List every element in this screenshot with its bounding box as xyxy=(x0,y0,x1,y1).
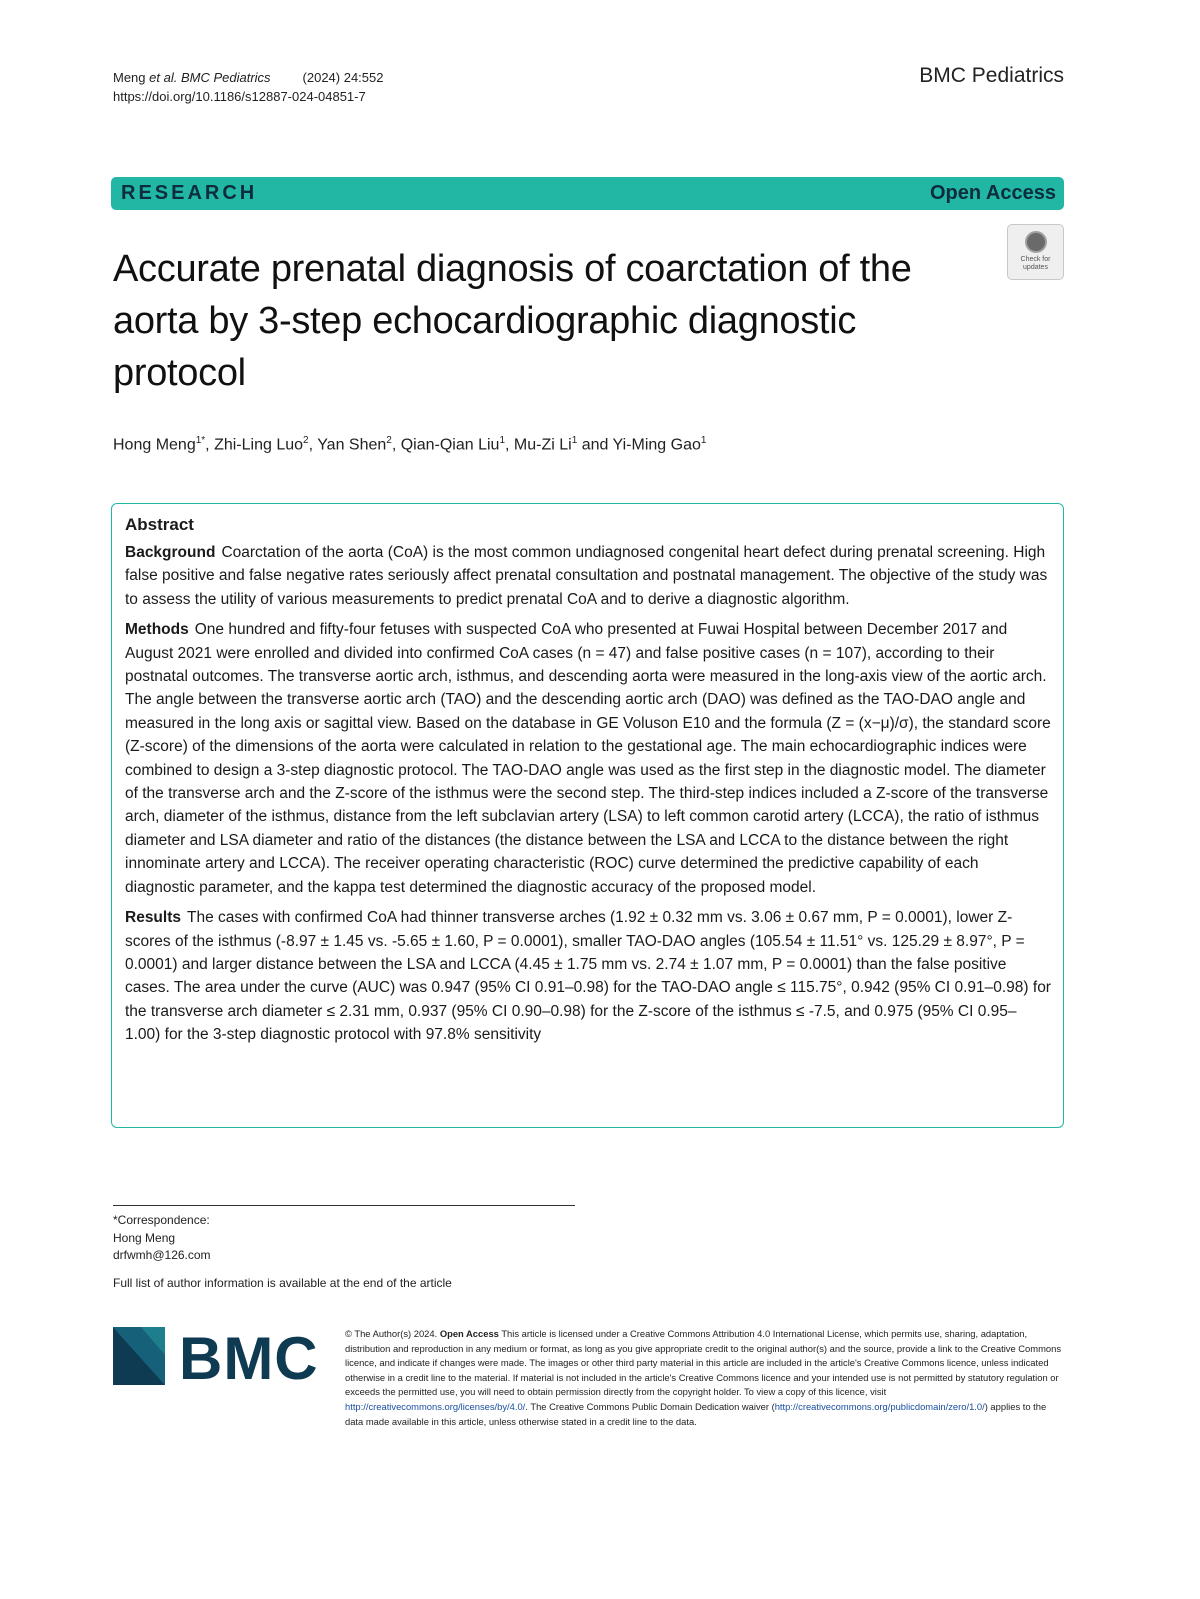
full-author-info: Full list of author information is available at the end of the article xyxy=(113,1276,452,1290)
bmc-logo-mark xyxy=(113,1327,165,1385)
correspondence-email[interactable]: drfwmh@126.com xyxy=(113,1248,211,1262)
abstract-heading: Abstract xyxy=(125,515,194,534)
citation-authors: Meng xyxy=(113,70,150,85)
author-affiliation-mark: 1 xyxy=(571,435,578,446)
author-separator: and xyxy=(577,436,613,454)
correspondence-block xyxy=(113,1212,211,1265)
background-text: Coarctation of the aorta (CoA) is the most common undiagnosed congenital heart defect during prenatal screening. High false positive and false negative rates seriously affect prenatal consultation and postnatal management. The objective of the study was to assess the utility of various measurements to predict prenatal CoA and to derive a diagnostic algorithm. xyxy=(125,544,1048,608)
results-label: Results xyxy=(125,909,181,927)
section-banner xyxy=(111,177,1064,210)
author-name[interactable]: Hong Meng xyxy=(113,436,196,454)
doi-link[interactable]: https://doi.org/10.1186/s12887-024-04851-7 xyxy=(113,89,366,104)
author-name[interactable]: Qian-Qian Liu xyxy=(400,436,500,454)
author-affiliation-mark: 1 xyxy=(499,435,506,446)
open-access-label: Open Access xyxy=(930,182,1056,204)
citation-etal: et al. xyxy=(149,70,178,85)
copyright: © The Author(s) 2024. xyxy=(345,1328,438,1339)
abstract-results xyxy=(125,906,1051,1046)
license-text xyxy=(345,1327,1065,1429)
article-title: Accurate prenatal diagnosis of coarctation of the aorta by 3-step echocardiographic diagnostic protocol xyxy=(113,248,912,394)
methods-text: One hundred and fifty-four fetuses with suspected CoA who presented at Fuwai Hospital between December 2017 and August 2021 were enrolled and divided into confirmed CoA cases (n = 47) and false positive cases (n = 107), according to their postnatal outcomes. The transverse aortic arch, isthmus, and descending aorta were measured in the long-axis view of the aortic arch. The angle between the transverse aortic arch (TAO) and the descending aortic arch (DAO) was defined as the TAO-DAO angle and measured in the long axis or sagittal view. Based on the database in GE Voluson E10 and the formula (Z = (x−μ)/σ), the standard score (Z-score) of the dimensions of the aorta were calculated in relation to the gestational age. The main echocardiographic indices were combined to design a 3-step diagnostic protocol. The TAO-DAO angle was used as the first step in the diagnostic model. The diameter of the transverse arch and the Z-score of the isthmus were the second step. The third-step indices included a Z-score of the transverse arch, diameter of the isthmus, distance from the left subclavian artery (LSA) to left common carotid artery (LCCA), the ratio of isthmus diameter and LSA diameter and ratio of the distances (the distance between the LSA and LCCA to the distance between the right innominate artery and LCCA). The receiver operating characteristic (ROC) curve determined the predictive capability of each diagnostic parameter, and the kappa test determined the diagnostic accuracy of the proposed model. xyxy=(125,621,1051,896)
license-body-1: This article is licensed under a Creative Commons Attribution 4.0 International License, which permits use, sharing, adaptation, distribution and reproduction in any medium or format, as long as you give appropriate credit to the original author(s) and the source, provide a link to the Creative Commons licence, and indicate if changes were made. The images or other third party material in this article are included in the article's Creative Commons licence, unless indicated otherwise in a credit line to the material. If material is not included in the article's Creative Commons licence and your intended use is not permitted by statutory regulation or exceeds the permitted use, you will need to obtain permission directly from the copyright holder. To view a copy of this licence, visit xyxy=(345,1328,1062,1398)
article-type-label: RESEARCH xyxy=(121,182,258,204)
check-updates-icon xyxy=(1025,231,1047,253)
author-affiliation-mark: 1 xyxy=(700,435,707,446)
license-link-by[interactable]: http://creativecommons.org/licenses/by/4.0/ xyxy=(345,1400,526,1412)
author-separator: , xyxy=(505,436,514,454)
author-name[interactable]: Mu-Zi Li xyxy=(513,436,572,454)
author-list xyxy=(113,435,706,454)
license-link-zero[interactable]: http://creativecommons.org/publicdomain/zero/1.0/ xyxy=(774,1400,985,1412)
methods-label: Methods xyxy=(125,621,189,639)
citation-line xyxy=(113,68,383,87)
license-body-3: ) applies to the data made available in this article, unless otherwise stated in a credit line to the data. xyxy=(345,1400,1047,1427)
correspondence-name: Hong Meng xyxy=(113,1230,176,1245)
citation-header xyxy=(113,68,383,106)
check-for-updates-button[interactable] xyxy=(1007,224,1064,280)
abstract-methods xyxy=(125,618,1051,899)
author-name[interactable]: Yan Shen xyxy=(317,436,387,454)
results-text: The cases with confirmed CoA had thinner transverse arches (1.92 ± 0.32 mm vs. 3.06 ± 0.67 mm, P = 0.0001), lower Z-scores of the isthmus (-8.97 ± 1.45 vs. -5.65 ± 1.60, P = 0.0001), smaller TAO-DAO angles (105.54 ± 11.51° vs. 125.29 ± 8.97°, P = 0.0001) and larger distance between the LSA and LCCA (4.45 ± 1.75 mm vs. 2.74 ± 1.07 mm, P = 0.0001) than the false positive cases. The area under the curve (AUC) was 0.947 (95% CI 0.91–0.98) for the TAO-DAO angle ≤ 115.75°, 0.942 (95% CI 0.91–0.98) for the transverse arch diameter ≤ 2.31 mm, 0.937 (95% CI 0.90–0.98) for the Z-score of the isthmus ≤ -7.5, and 0.975 (95% CI 0.95–1.00) for the 3-step diagnostic protocol with 97.8% sensitivity xyxy=(125,909,1051,1044)
bmc-logo-text: BMC xyxy=(179,1327,319,1387)
check-updates-label: Check for updates xyxy=(1020,256,1051,271)
author-affiliation-mark: 1* xyxy=(195,435,206,446)
abstract-background xyxy=(125,541,1051,611)
citation-journal: BMC Pediatrics xyxy=(180,70,271,85)
license-body-2: . The Creative Commons Public Domain Dedication waiver ( xyxy=(525,1400,775,1412)
author-name[interactable]: Zhi-Ling Luo xyxy=(214,436,304,454)
author-separator: , xyxy=(391,436,401,454)
correspondence-label: *Correspondence: xyxy=(113,1213,210,1227)
journal-name: BMC Pediatrics xyxy=(919,64,1064,87)
citation-volume: (2024) 24:552 xyxy=(302,70,384,85)
author-affiliation-mark: 2 xyxy=(386,435,392,446)
background-label: Background xyxy=(125,544,216,561)
license-open-access: Open Access xyxy=(439,1328,499,1339)
footnote-divider xyxy=(113,1205,575,1206)
abstract-box xyxy=(111,503,1064,1128)
author-separator: , xyxy=(308,436,318,454)
author-name[interactable]: Yi-Ming Gao xyxy=(612,436,701,454)
bmc-logo xyxy=(113,1327,328,1387)
author-separator: , xyxy=(205,436,215,454)
author-affiliation-mark: 2 xyxy=(303,435,309,446)
